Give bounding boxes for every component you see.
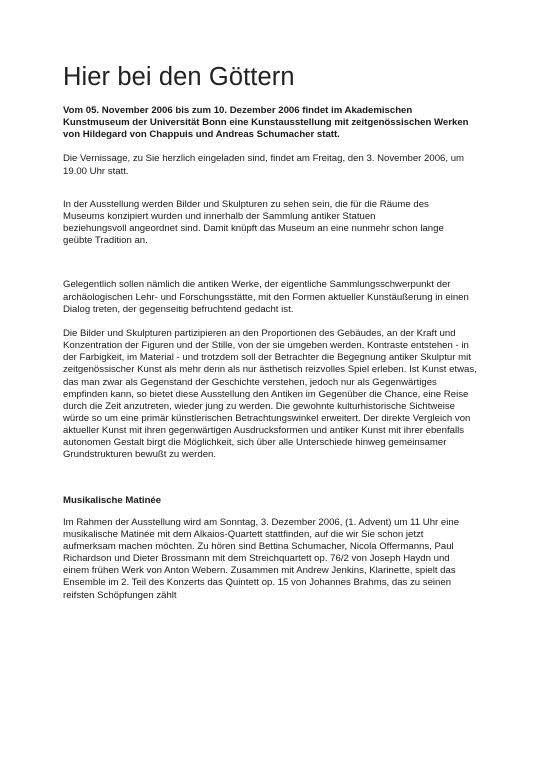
text-line: Grundstrukturen bewußt zu werden. [63, 449, 217, 461]
text-line: Im Rahmen der Ausstellung wird am Sonntag, 3. Dezember 2006, (1. Advent) um 11 Uhr eine [63, 516, 460, 528]
text-line: Kunstmuseum der Universität Bonn eine Kunstausstellung mit zeitgenössischen Werken [63, 117, 469, 129]
text-line: der Farbigkeit, im Material - und trotzdem soll der Betrachter die Begegnung antiker Skulptur mit [63, 352, 471, 364]
text-line: das man zwar als Gegenstand der Geschichte verstehen, jedoch nur als Gegenwärtiges [63, 376, 437, 388]
text-line: von Hildegard von Chappuis und Andreas Schumacher statt. [63, 129, 340, 141]
matinee-paragraph [63, 517, 493, 602]
text-line: 19.00 Uhr statt. [63, 165, 129, 177]
text-line: archäologischen Lehr- und Forschungsstätte, mit den Formen aktueller Kunstäußerung in einen [63, 291, 469, 303]
dialog-paragraph [63, 279, 493, 315]
text-line: würde so um eine primär künstlerischen Betrachtungswinkel erweitert. Der direkte Vergleich von [63, 412, 471, 424]
intro-paragraph [63, 105, 493, 141]
text-line: beziehungsvoll angeordnet sind. Damit knüpft das Museum an eine nunmehr schon lange [63, 223, 444, 235]
text-line: Ensemble im 2. Teil des Konzerts das Quintett op. 15 von Johannes Brahms, das zu seinen [63, 577, 452, 589]
text-line: reifsten Schöpfungen zählt [63, 589, 177, 601]
text-line: aktueller Kunst mit ihren gegenwärtigen Ausdrucksformen und antiker Kunst mit ihrer ebenfalls [63, 425, 465, 437]
text-line: musikalische Matinée mit dem Alkaios-Quartett stattfinden, auf die wir Sie schon jetzt [63, 528, 424, 540]
page-title: Hier bei den Göttern [63, 63, 295, 91]
text-line: In der Ausstellung werden Bilder und Skulpturen zu sehen sein, die für die Räume des [63, 198, 429, 210]
text-line: Richardson und Dieter Brossmann mit dem Streichquartett op. 76/2 von Joseph Haydn und [63, 553, 450, 565]
text-line: zeitgenössischer Kunst als mehr denn als nur ästhetisch reizvolles Spiel erleben. Ist Kunst etwas, [63, 364, 477, 376]
document-page [63, 62, 493, 602]
text-line: einem frühen Werk von Anton Webern. Zusammen mit Andrew Jenkins, Klarinette, spielt das [63, 565, 456, 577]
matinee-heading: Musikalische Matinée [63, 494, 162, 506]
text-line: autonomen Gestalt birgt die Möglichkeit, sich über alle Unterschiede hinweg gemeinsamer [63, 437, 447, 449]
text-line: Gelegentlich sollen nämlich die antiken Werke, der eigentliche Sammlungsschwerpunkt der [63, 279, 451, 291]
text-line: Die Vernissage, zu Sie herzlich eingeladen sind, findet am Freitag, den 3. November 2006, um [63, 153, 465, 165]
text-line: Konzentration der Figuren und der Stille, von der sie umgeben werden. Kontraste entstehen - in [63, 340, 469, 352]
text-line: empfinden kann, so bietet diese Ausstellung den Antiken im Gegenüber die Chance, eine Reise [63, 388, 469, 400]
text-line: Dialog treten, der gegenseitig befruchtend gedacht ist. [63, 303, 294, 315]
text-line: Vom 05. November 2006 bis zum 10. Dezember 2006 findet im Akademischen [63, 105, 413, 116]
proportions-paragraph [63, 328, 493, 462]
vernissage-paragraph [63, 153, 493, 177]
text-line: Museums konzipiert wurden und innerhalb der Sammlung antiker Statuen [63, 210, 376, 222]
exhibition-paragraph [63, 199, 493, 248]
text-line: aufmerksam machen möchten. Zu hören sind Bettina Schumacher, Nicola Offermanns, Paul [63, 540, 454, 552]
text-line: durch die Zeit anzutreten, wieder jung zu werden. Die gewohnte kulturhistorische Sichtweise [63, 400, 455, 412]
text-line: Die Bilder und Skulpturen partizipieren an den Proportionen des Gebäudes, an der Kraft und [63, 327, 456, 339]
text-line: geübte Tradition an. [63, 235, 148, 247]
